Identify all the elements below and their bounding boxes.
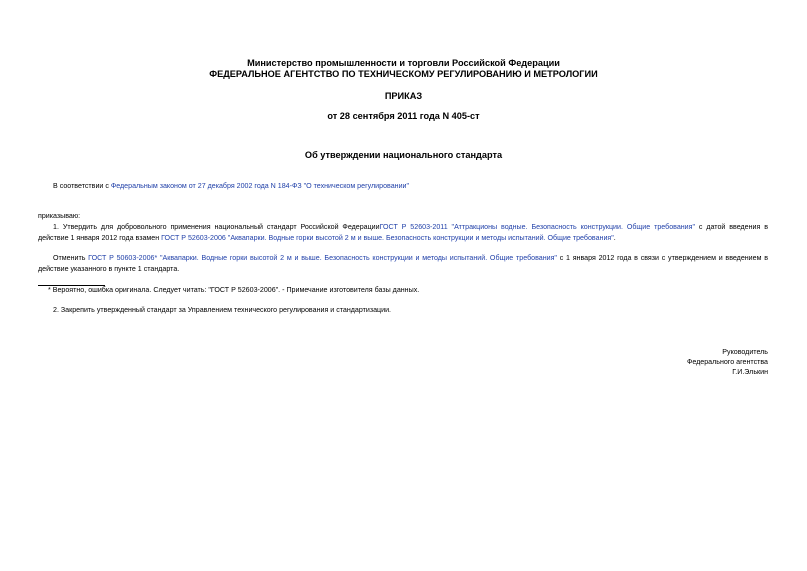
doc-subject: Об утверждении национального стандарта (304, 150, 503, 160)
cancel-line1 (53, 253, 768, 263)
standard-52603-2011-link[interactable]: ГОСТ Р 52603-2011 "Аттракционы водные. Безопасность конструкции. Общие требования" (379, 223, 696, 231)
item1-line2-suffix: . (613, 234, 616, 242)
standard-50603-2006-link[interactable]: ГОСТ Р 50603-2006* "Аквапарки. Водные горки высотой 2 м и выше. Безопасность конструкции и методы испытаний. Общие требования" (88, 254, 557, 262)
item1-suffix: с датой введения в (695, 223, 768, 231)
signature-org: Федерального агентства (686, 358, 768, 366)
doc-type-title: ПРИКАЗ (384, 91, 423, 101)
ministry-title: Министерство промышленности и торговли Российской Федерации (247, 58, 560, 68)
preamble-prefix: В соответствии с (53, 182, 111, 190)
cancel-prefix: Отменить (53, 254, 89, 262)
doc-date-number: от 28 сентября 2011 года N 405-ст (327, 111, 480, 121)
item1-line2 (38, 233, 616, 243)
signature-name: Г.И.Элькин (732, 368, 768, 376)
agency-title: ФЕДЕРАЛЬНОЕ АГЕНТСТВО ПО ТЕХНИЧЕСКОМУ РЕГУЛИРОВАНИЮ И МЕТРОЛОГИИ (209, 69, 598, 79)
footnote-text: * Вероятно, ошибка оригинала. Следует читать: "ГОСТ Р 52603-2006". - Примечание изготовителя базы данных. (48, 286, 420, 294)
signature-position: Руководитель (722, 348, 768, 356)
cancel-suffix: с 1 января 2012 года в связи с утверждением и введением в (556, 254, 768, 262)
federal-law-link[interactable]: Федеральным законом от 27 декабря 2002 года N 184-ФЗ "О техническом регулировании" (110, 182, 410, 190)
item2-paragraph: 2. Закрепить утвержденный стандарт за Управлением технического регулирования и стандартизации. (53, 306, 392, 314)
standard-52603-2006-link[interactable]: ГОСТ Р 52603-2006 "Аквапарки. Водные горки высотой 2 м и выше. Безопасность конструкции и методы испытаний. Общие требования" (161, 234, 614, 242)
preamble-paragraph (53, 181, 409, 191)
order-word: приказываю: (38, 212, 81, 220)
cancel-line2: действие указанного в пункте 1 стандарта. (38, 265, 180, 273)
item1-prefix: 1. Утвердить для добровольного применения национальный стандарт Российской Федерации (53, 223, 380, 231)
item1-line1 (53, 222, 768, 232)
item1-line2-prefix: действие 1 января 2012 года взамен (38, 234, 162, 242)
